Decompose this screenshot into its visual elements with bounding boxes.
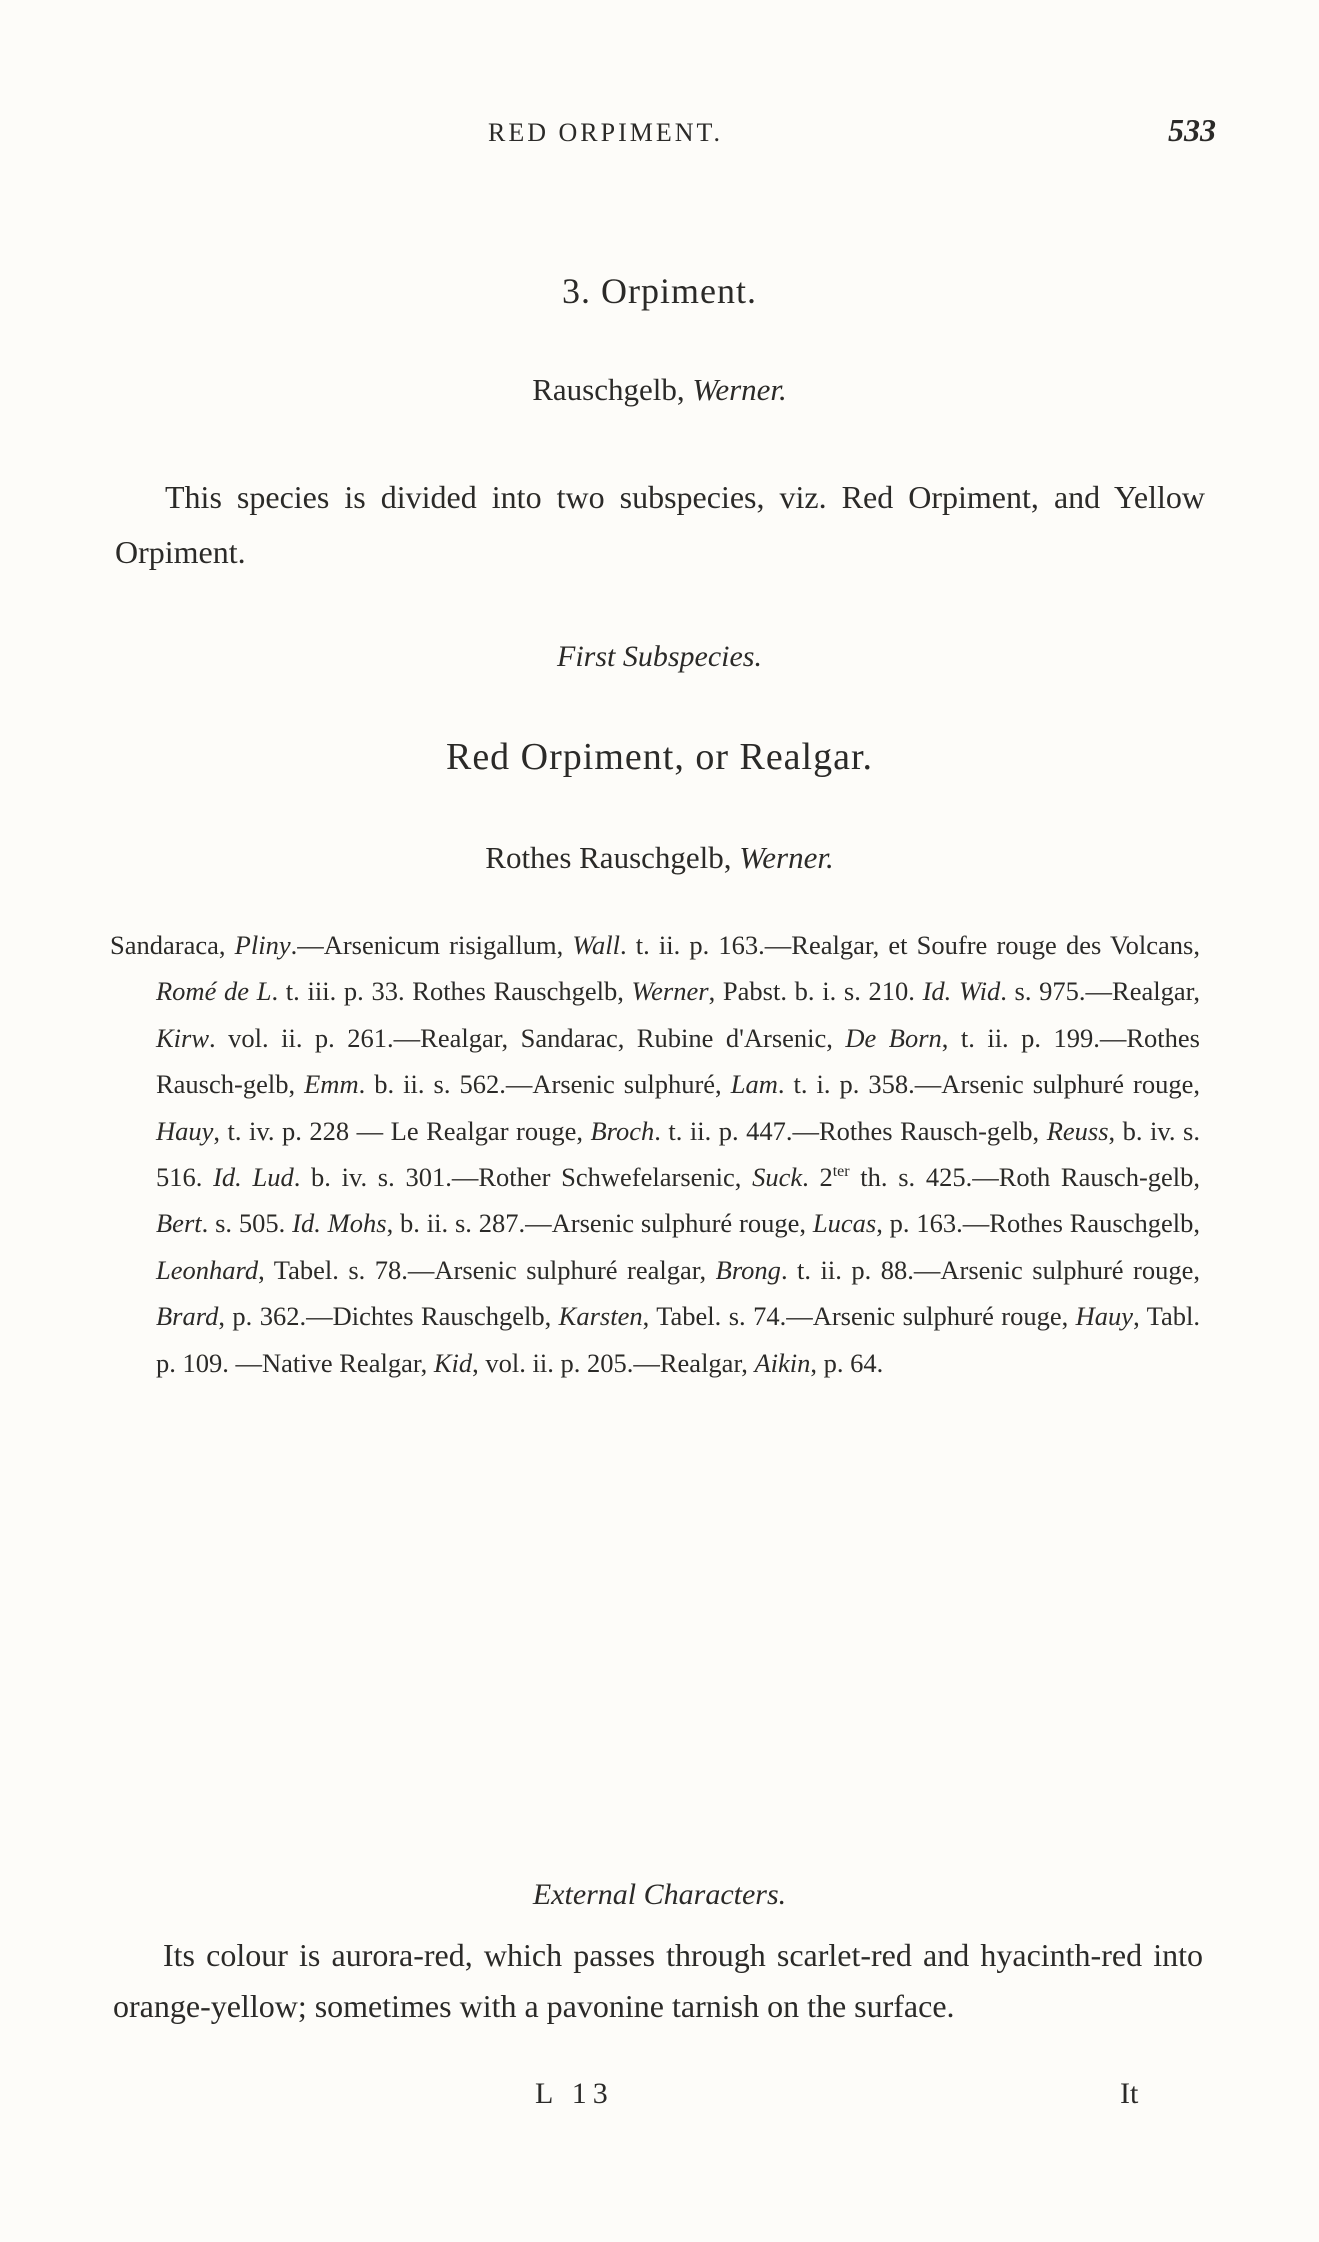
synonymy-paragraph	[110, 922, 1200, 1386]
authority-citation: Suck	[752, 1162, 803, 1193]
subspecies-german-name	[0, 840, 1319, 876]
synonym-text: , b. ii. s. 287.—Arsenic sulphuré rouge,	[386, 1208, 813, 1239]
synonymy-block	[110, 922, 1200, 1386]
synonym-text: . t. ii. p. 88.—Arsenic sulphuré rouge,	[780, 1254, 1200, 1285]
synonym-text: . b. ii. s. 562.—Arsenic sulphuré,	[358, 1069, 731, 1100]
superscript: ter	[832, 1163, 850, 1181]
authority-citation: Karsten	[558, 1301, 643, 1332]
catchword: It	[1120, 2077, 1139, 2110]
synonym-text: . s. 505.	[201, 1208, 293, 1239]
authority-citation: Romé de L	[156, 976, 272, 1007]
synonym-text: , Tabel. s. 78.—Arsenic sulphuré realgar,	[258, 1254, 716, 1285]
synonym-text: .—Arsenicum risigallum,	[290, 930, 573, 960]
running-head: RED ORPIMENT.	[488, 118, 723, 147]
authority-citation: Hauy	[156, 1115, 214, 1146]
subspecies-label: First Subspecies.	[557, 640, 762, 673]
synonym-text: , t. iv. p. 228 — Le Realgar rouge,	[213, 1115, 591, 1146]
synonym-text: , p. 163.—Rothes Rauschgelb,	[876, 1208, 1200, 1239]
synonym-text: , b. iv. s. 516.	[156, 1115, 1200, 1193]
subspecies-german-authority: Werner.	[739, 840, 834, 875]
synonym-text: , t. ii. p. 199.—Rothes Rausch-gelb,	[156, 1022, 1200, 1100]
authority-citation: Kirw	[156, 1022, 210, 1053]
authority-citation: Lam	[730, 1069, 778, 1100]
authority-citation: Brard	[156, 1301, 219, 1332]
synonym-text: . t. i. p. 358.—Arsenic sulphuré rouge,	[777, 1069, 1200, 1100]
subspecies-german-label: Rothes Rauschgelb,	[485, 840, 732, 875]
german-authority: Werner.	[692, 372, 787, 407]
authority-citation: Pliny	[234, 930, 291, 960]
authority-citation: Brong	[715, 1254, 781, 1285]
synonym-text: , p. 362.—Dichtes Rauschgelb,	[218, 1301, 559, 1332]
synonym-text: . t. ii. p. 447.—Rothes Rausch-gelb,	[654, 1115, 1047, 1146]
page-number: 533	[1168, 112, 1216, 148]
synonym-text: . s. 975.—Realgar,	[1000, 976, 1201, 1007]
german-name: Rauschgelb,	[532, 372, 685, 407]
synonym-text: . vol. ii. p. 261.—Realgar, Sandarac, Rubine d'Arsenic,	[209, 1022, 846, 1053]
synonym-text: . t. ii. p. 163.—Realgar, et Soufre rouge des Volcans,	[620, 930, 1200, 960]
external-characters-heading: External Characters.	[532, 1878, 787, 1911]
authority-citation: Id. Wid	[922, 976, 1001, 1007]
authority-citation: Reuss	[1046, 1115, 1109, 1146]
authority-citation: Emm	[304, 1069, 359, 1100]
species-german-name	[0, 372, 1319, 408]
synonym-text: , p. 64.	[810, 1347, 884, 1378]
subspecies-name: Red Orpiment, or Realgar.	[445, 736, 874, 778]
synonym-text: . t. iii. p. 33. Rothes Rauschgelb,	[271, 976, 632, 1007]
authority-citation: Id. Mohs	[292, 1208, 387, 1239]
synonym-text: , Tabl. p. 109. —Native Realgar,	[156, 1301, 1200, 1378]
authority-citation: Wall	[572, 930, 620, 960]
authority-citation: Leonhard	[156, 1254, 259, 1285]
synonym-text: . 2	[802, 1162, 833, 1193]
authority-citation: Kid	[433, 1347, 473, 1378]
authority-citation: Aikin	[754, 1347, 811, 1378]
synonym-text: . b. iv. s. 301.—Rother Schwefelarsenic,	[293, 1162, 753, 1193]
species-title: 3. Orpiment.	[562, 271, 757, 311]
external-characters-text: Its colour is aurora-red, which passes through scarlet-red and hyacinth-red into orange-yellow; sometimes with a pavonine tarnish on the surface.	[113, 1937, 1203, 2024]
synonym-text: , Pabst. b. i. s. 210.	[708, 976, 923, 1007]
signature-mark: L 13	[535, 2077, 614, 2110]
authority-citation: Werner	[631, 976, 709, 1007]
authority-citation: De Born	[845, 1022, 942, 1053]
authority-citation: Broch	[590, 1115, 655, 1146]
synonym-text: , Tabel. s. 74.—Arsenic sulphuré rouge,	[642, 1301, 1076, 1332]
synonym-text: th. s. 425.—Roth Rausch-gelb,	[849, 1162, 1201, 1193]
authority-citation: Id. Lud	[213, 1162, 294, 1193]
synonym-text: Sandaraca,	[110, 930, 235, 960]
authority-citation: Bert	[156, 1208, 202, 1239]
authority-citation: Hauy	[1075, 1301, 1134, 1332]
authority-citation: Lucas	[812, 1208, 877, 1239]
species-intro: This species is divided into two subspecies, viz. Red Orpiment, and Yellow Orpiment.	[115, 479, 1205, 570]
synonym-text: , vol. ii. p. 205.—Realgar,	[472, 1347, 755, 1378]
